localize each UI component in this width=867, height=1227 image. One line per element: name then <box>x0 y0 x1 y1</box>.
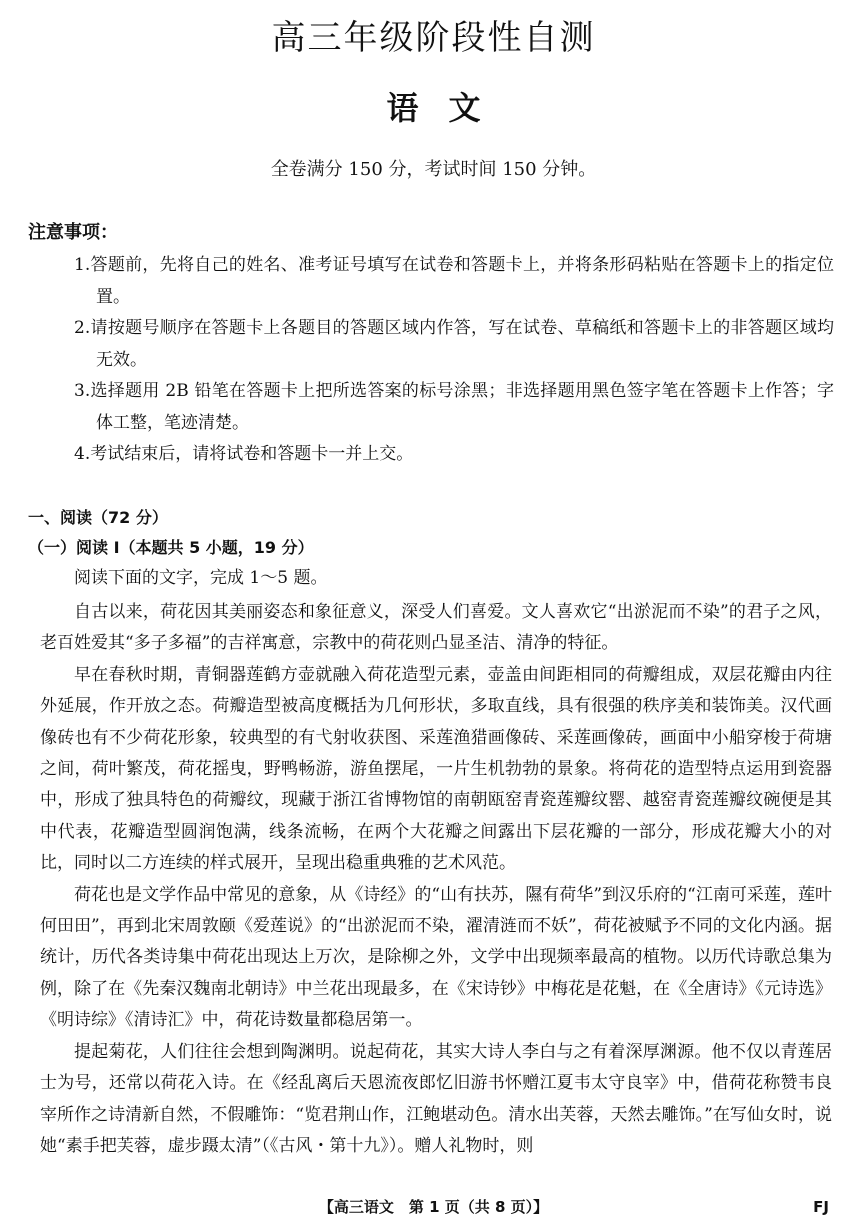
score-time-line: 全卷满分 150 分，考试时间 150 分钟。 <box>270 159 597 180</box>
passage-paragraph: 早在春秋时期，青铜器莲鹤方壶就融入荷花造型元素，壶盖由间距相同的荷瓣组成，双层花瓣由内往外延展，作开放之态。荷瓣造型被高度概括为几何形状，多取直线，具有很强的秩序美和装饰美。汉代画像砖也有不少荷花形象，较典型的有弋射收获图、采莲渔猎画像砖、采莲画像砖，画面中小船穿梭于荷塘之间，荷叶繁茂，荷花摇曳，野鸭畅游，游鱼摆尾，一片生机勃勃的景象。将荷花的造型特点运用到瓷器中，形成了独具特色的荷瓣纹，现藏于浙江省博物馆的南朝瓯窑青瓷莲瓣纹罂、越窑青瓷莲瓣纹碗便是其中代表，花瓣造型圆润饱满，线条流畅，在两个大花瓣之间露出下层花瓣的一部分，形成花瓣大小的对比，同时以二方连续的样式展开，呈现出稳重典雅的艺术风范。 <box>40 664 832 874</box>
notice-item: 1.答题前，先将自己的姓名、准考证号填写在试卷和答题卡上，并将条形码粘贴在答题卡上的指定位置。 <box>74 255 834 307</box>
passage-paragraph: 荷花也是文学作品中常见的意象，从《诗经》的“山有扶苏，隰有荷华”到汉乐府的“江南可采莲，莲叶何田田”，再到北宋周敦颐《爱莲说》的“出淤泥而不染，濯清涟而不妖”，荷花被赋予不同的文化内涵。据统计，历代各类诗集中荷花出现达上万次，是除柳之外，文学中出现频率最高的植物。以历代诗歌总集为例，除了在《先秦汉魏南北朝诗》中兰花出现最多，在《宋诗钞》中梅花是花魁，在《全唐诗》《元诗选》《明诗综》《清诗汇》中，荷花诗数量都稳居第一。 <box>40 884 832 1031</box>
subject-title: 语文 <box>386 89 511 127</box>
reading-instruction: 阅读下面的文字，完成 1～5 题。 <box>74 568 328 588</box>
notice-title: 注意事项： <box>28 222 118 243</box>
notice-item: 3.选择题用 2B 铅笔在答题卡上把所选答案的标号涂黑；非选择题用黑色签字笔在答题卡上作答；字体工整，笔迹清楚。 <box>74 381 834 433</box>
section-heading: 一、阅读（72 分） <box>28 508 168 527</box>
passage-paragraph: 提起菊花，人们往往会想到陶渊明。说起荷花，其实大诗人李白与之有着深厚渊源。他不仅以青莲居士为号，还常以荷花入诗。在《经乱离后天恩流夜郎忆旧游书怀赠江夏韦太守良宰》中，借荷花称赞韦良宰所作之诗清新自然，不假雕饰：“览君荆山作，江鲍堪动色。清水出芙蓉，天然去雕饰。”在写仙女时，说她“素手把芙蓉，虚步蹑太清”（《古风・第十九》）。赠人礼物时，则 <box>40 1041 832 1156</box>
exam-title: 高三年级阶段性自测 <box>271 18 596 58</box>
notice-list <box>74 250 834 471</box>
reading-passage <box>40 597 832 1162</box>
section-subheading: （一）阅读 Ⅰ（本题共 5 小题，19 分） <box>28 538 314 557</box>
notice-item: 4.考试结束后，请将试卷和答题卡一并上交。 <box>74 444 414 464</box>
paper-code: FJ <box>813 1198 829 1216</box>
notice-item: 2.请按题号顺序在答题卡上各题目的答题区域内作答，写在试卷、草稿纸和答题卡上的非答题区域均无效。 <box>74 318 834 370</box>
page-footer: 【高三语文 第 1 页（共 8 页）】 <box>318 1198 549 1216</box>
passage-paragraph: 自古以来，荷花因其美丽姿态和象征意义，深受人们喜爱。文人喜欢它“出淤泥而不染”的君子之风，老百姓爱其“多子多福”的吉祥寓意，宗教中的荷花则凸显圣洁、清净的特征。 <box>40 602 832 654</box>
